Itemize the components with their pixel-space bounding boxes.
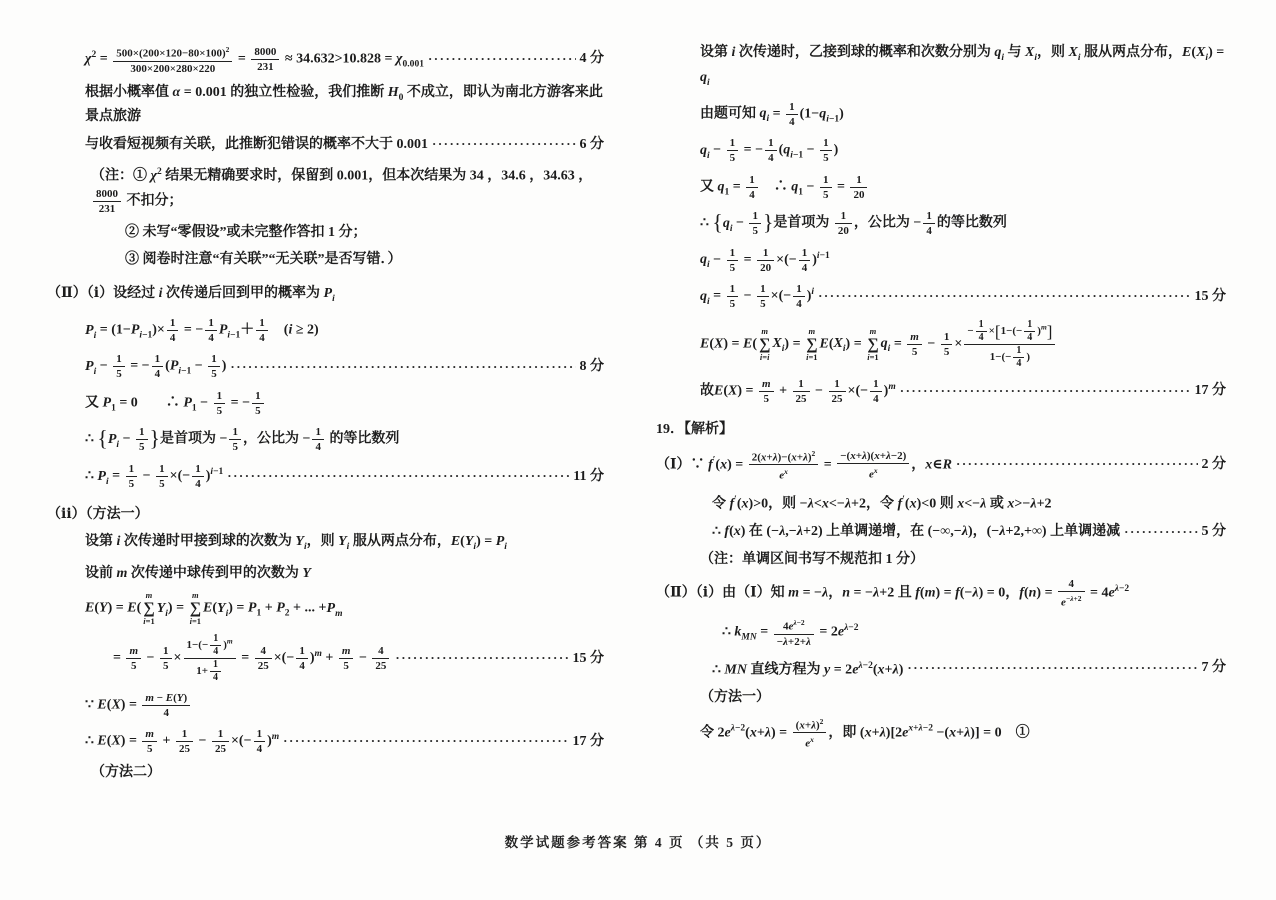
score-label: 2 分 bbox=[1201, 456, 1226, 472]
dotted-leader bbox=[432, 134, 576, 155]
line-content: 设前 m 次传递中球传到甲的次数为 Y bbox=[85, 566, 311, 582]
line-content: （方法一） bbox=[700, 689, 770, 705]
line-content: ∴ {$P_i$ − $\frac{1}{5}$ }是首项为 − $\frac{1}{5}$ ，公比为 − $\frac{1}{4}$ 的等比数列 bbox=[85, 426, 400, 454]
score-label: 17 分 bbox=[1194, 383, 1226, 399]
solution-line bbox=[656, 447, 1226, 483]
solution-line bbox=[656, 688, 1226, 708]
left-column bbox=[47, 36, 604, 790]
solution-line bbox=[656, 246, 1226, 276]
solution-line bbox=[656, 715, 1226, 751]
solution-line bbox=[47, 389, 604, 419]
line-content: 根据小概率值 α = 0.001 的独立性检验，我们推断 $H_0$ 不成立，即认为南北方游客来此景点旅游 bbox=[85, 84, 603, 125]
score-label: 8 分 bbox=[579, 359, 604, 375]
solution-line bbox=[656, 550, 1226, 570]
score-label: 17 分 bbox=[572, 733, 604, 749]
line-content: ∴ {$q_i$ − $\frac{1}{5}$ }是首项为 $\frac{1}{20}$ ，公比为 − $\frac{1}{4}$ 的等比数列 bbox=[700, 210, 1007, 238]
line-content: 设第 i 次传递时甲接到球的次数为 $Y_i$，则 $Y_i$ 服从两点分布，$E(Y_i) = P_i$ bbox=[85, 534, 507, 553]
line-content: 又 $P_1 = 0$ ∴ $P_1$ − $\frac{1}{5}$ = − $\frac{1}{5}$ bbox=[85, 389, 266, 419]
line-content: $q_i$ = $\frac{1}{5}$ − $\frac{1}{5}$ ×(− $\frac{1}{4}$ )$^i$ bbox=[700, 283, 815, 311]
dotted-leader bbox=[428, 49, 576, 70]
line-content: 令 $2e^{\lambda-2}(x+\lambda)$ = $\frac{(x+\lambda)^2}{e^x}$ ，即 $(x+\lambda)[2e^{x+\lambda-2} -(x+\lambda)] = 0$ ① bbox=[700, 716, 1030, 750]
solution-line bbox=[656, 43, 1226, 93]
line-content: （ⅱ）（方法一） bbox=[47, 507, 149, 523]
line-content: ② 未写“零假设”或未完整作答扣 1 分； bbox=[125, 225, 367, 241]
solution-line bbox=[656, 420, 1226, 440]
solution-line bbox=[47, 83, 604, 128]
dotted-leader bbox=[1124, 522, 1197, 543]
line-content: 又 $q_1$ = $\frac{1}{4}$ ∴ $q_1$ − $\frac{1}{5}$ = $\frac{1}{20}$ bbox=[700, 173, 869, 203]
line-content: （注：① $\chi^2$ 结果无精确要求时，保留到 0.001，但本次结果为 34 ，34.6 ，34.63 ， $\frac{8000}{231}$ 不扣分； bbox=[91, 167, 593, 216]
score-label: 15 分 bbox=[572, 650, 604, 666]
line-content: 由题可知 $q_i$ = $\frac{1}{4}$ $(1-q_{i-1})$ bbox=[700, 100, 844, 128]
solution-line bbox=[656, 616, 1226, 649]
solution-line bbox=[47, 425, 604, 455]
line-content: （Ⅱ）（ⅰ）设经过 i 次传递后回到甲的概率为 $P_i$ bbox=[47, 286, 335, 304]
line-content: $q_i$ − $\frac{1}{5}$ = $\frac{1}{20}$ ×(− $\frac{1}{4}$ )$^{i-1}$ bbox=[700, 246, 830, 274]
solution-line bbox=[47, 316, 604, 346]
score-label: 15 分 bbox=[1194, 288, 1226, 304]
line-content: （Ⅰ）∵ f′(x) = $\frac{2(x+\lambda)-(x+\lambda)^2}{e^x}$ = $\frac{-(x+\lambda)(x+\lambda-2)}{e^x}$ ，x∈R bbox=[656, 448, 953, 482]
line-content: ③ 阅卷时注意“有关联”“无关联”是否写错．） bbox=[125, 252, 402, 268]
line-content: $\chi^2$ = $\frac{500\times(200\times 120-80\times 100)^2}{300\times 200\times 280\times 220}$ = $\frac{8000}{231}$ ≈ $34.632>10.828 = \chi_{0.001}$ bbox=[85, 45, 424, 75]
line-content: ∴ $P_i$ = $\frac{1}{5}$ − $\frac{1}{5}$ ×(− $\frac{1}{4}$ )$^{i-1}$ bbox=[85, 462, 224, 490]
solution-line bbox=[656, 577, 1226, 610]
line-content: $P_i = (1-P_{i-1})\times$ $\frac{1}{4}$ = − $\frac{1}{4}$ $P_{i-1}+$ $\frac{1}{4}$ (i ≥ 2) bbox=[85, 316, 319, 344]
right-column bbox=[656, 36, 1226, 758]
solution-line bbox=[656, 490, 1226, 515]
solution-line bbox=[47, 691, 604, 720]
solution-line bbox=[656, 377, 1226, 406]
line-content: 设第 i 次传递时，乙接到球的概率和次数分别为 $q_i$ 与 $X_i$，则 $X_i$ 服从两点分布，$E(X_i) = q_i$ bbox=[700, 45, 1225, 88]
solution-line bbox=[656, 656, 1226, 681]
line-content: ∵ E(X) = $\frac{m - E(Y)}{4}$ bbox=[85, 691, 192, 720]
dotted-leader bbox=[900, 381, 1191, 402]
line-content: ∴ $k_{MN}$ = $\frac{4e^{\lambda-2}}{-\lambda+2+\lambda}$ = $2e^{\lambda-2}$ bbox=[722, 618, 859, 648]
dotted-leader bbox=[230, 357, 575, 378]
solution-line bbox=[656, 136, 1226, 166]
solution-line bbox=[656, 522, 1226, 543]
solution-line bbox=[47, 462, 604, 492]
solution-line bbox=[47, 591, 604, 626]
solution-line bbox=[656, 173, 1226, 203]
solution-line bbox=[47, 633, 604, 684]
dotted-leader bbox=[395, 648, 568, 669]
line-content: ∴ E(X) = $\frac{m}{5}$ + $\frac{1}{25}$ − $\frac{1}{25}$ ×(− $\frac{1}{4}$ )$^m$ bbox=[85, 728, 280, 756]
solution-line bbox=[47, 763, 604, 783]
solution-line bbox=[47, 134, 604, 155]
line-content: E(Y) = E( m ∑ i=1 $Y_i$) = m ∑ i=1 $E(Y_i) = P_1 + P_2$ + ... $+P_m$ bbox=[85, 590, 343, 627]
line-content: 19．【解析】 bbox=[656, 421, 733, 437]
solution-line bbox=[47, 43, 604, 76]
solution-line bbox=[656, 319, 1226, 370]
dotted-leader bbox=[283, 731, 568, 752]
solution-line bbox=[47, 564, 604, 584]
score-label: 6 分 bbox=[579, 136, 604, 152]
solution-line bbox=[656, 209, 1226, 239]
score-label: 4 分 bbox=[579, 51, 604, 67]
line-content: $q_i$ − $\frac{1}{5}$ = − $\frac{1}{4}$ ($q_{i-1}$ − $\frac{1}{5}$ ) bbox=[700, 137, 839, 165]
dotted-leader bbox=[227, 466, 569, 487]
line-content: （方法二） bbox=[91, 765, 161, 781]
score-label: 7 分 bbox=[1201, 660, 1226, 676]
line-content: ∴ MN 直线方程为 $y = 2e^{\lambda-2}(x+\lambda)$ bbox=[712, 660, 904, 678]
dotted-leader bbox=[818, 286, 1190, 307]
solution-line bbox=[47, 532, 604, 557]
solution-line bbox=[47, 250, 604, 270]
line-content: 与收看短视频有关联，此推断犯错误的概率不大于 0.001 bbox=[85, 136, 428, 152]
line-content: 令 f′(x)>0，则 −λ<x<−λ+2，令 f′(x)<0 则 x<−λ 或 x>−λ+2 bbox=[712, 495, 1052, 512]
line-content: ∴ f(x) 在 (−λ,−λ+2) 上单调递增，在 (−∞,−λ)，(−λ+2,+∞) 上单调递减 bbox=[712, 524, 1121, 540]
solution-line bbox=[656, 282, 1226, 312]
dotted-leader bbox=[956, 454, 1197, 475]
dotted-leader bbox=[907, 658, 1197, 679]
solution-line bbox=[47, 727, 604, 756]
line-content: 故E(X) = $\frac{m}{5}$ + $\frac{1}{25}$ − $\frac{1}{25}$ ×(− $\frac{1}{4}$ )$^m$ bbox=[700, 377, 896, 405]
solution-line bbox=[47, 162, 604, 216]
solution-line bbox=[47, 284, 604, 309]
page-footer: 数学试题参考答案 第 4 页 （共 5 页） bbox=[504, 835, 772, 850]
line-content: E(X) = E( m ∑ i=i $X_i$) = m ∑ i=1 $E(X_i)$ = m ∑ i=1 $q_i$ = $\frac{m}{5}$ − $\frac{1}{5}$ × − $\frac{1}{4}$ ×[1−(− $\frac{1}{4}$ )$^m$] 1−(− $\frac{1}{4}$ ) bbox=[700, 319, 1057, 370]
line-content: （注：单调区间书写不规范扣 1 分） bbox=[700, 551, 924, 567]
solution-line bbox=[47, 505, 604, 525]
score-label: 5 分 bbox=[1201, 524, 1226, 540]
line-content: = $\frac{m}{5}$ − $\frac{1}{5}$ × 1−(− $\frac{1}{4}$ )$^m$ 1+ $\frac{1}{4}$ = $\frac{4}{25}$ ×(− $\frac{1}{4}$ )$^m$ + $\frac{m}{5}$ − $\frac{4}{25}$ bbox=[113, 633, 391, 684]
line-content: $P_i$ − $\frac{1}{5}$ = − $\frac{1}{4}$ ($P_{i-1}$ − $\frac{1}{5}$ ) bbox=[85, 353, 227, 381]
line-content: （Ⅱ）（ⅰ）由（Ⅰ）知 m = −λ，n = −λ+2 且 f(m) = f(−λ) = 0，f(n) = $\frac{4}{e^{-\lambda+2}}$ = $4e^{\lambda-2}$ bbox=[656, 577, 1130, 609]
solution-line bbox=[656, 100, 1226, 130]
solution-line bbox=[47, 223, 604, 243]
score-label: 11 分 bbox=[573, 468, 604, 484]
solution-line bbox=[47, 352, 604, 382]
